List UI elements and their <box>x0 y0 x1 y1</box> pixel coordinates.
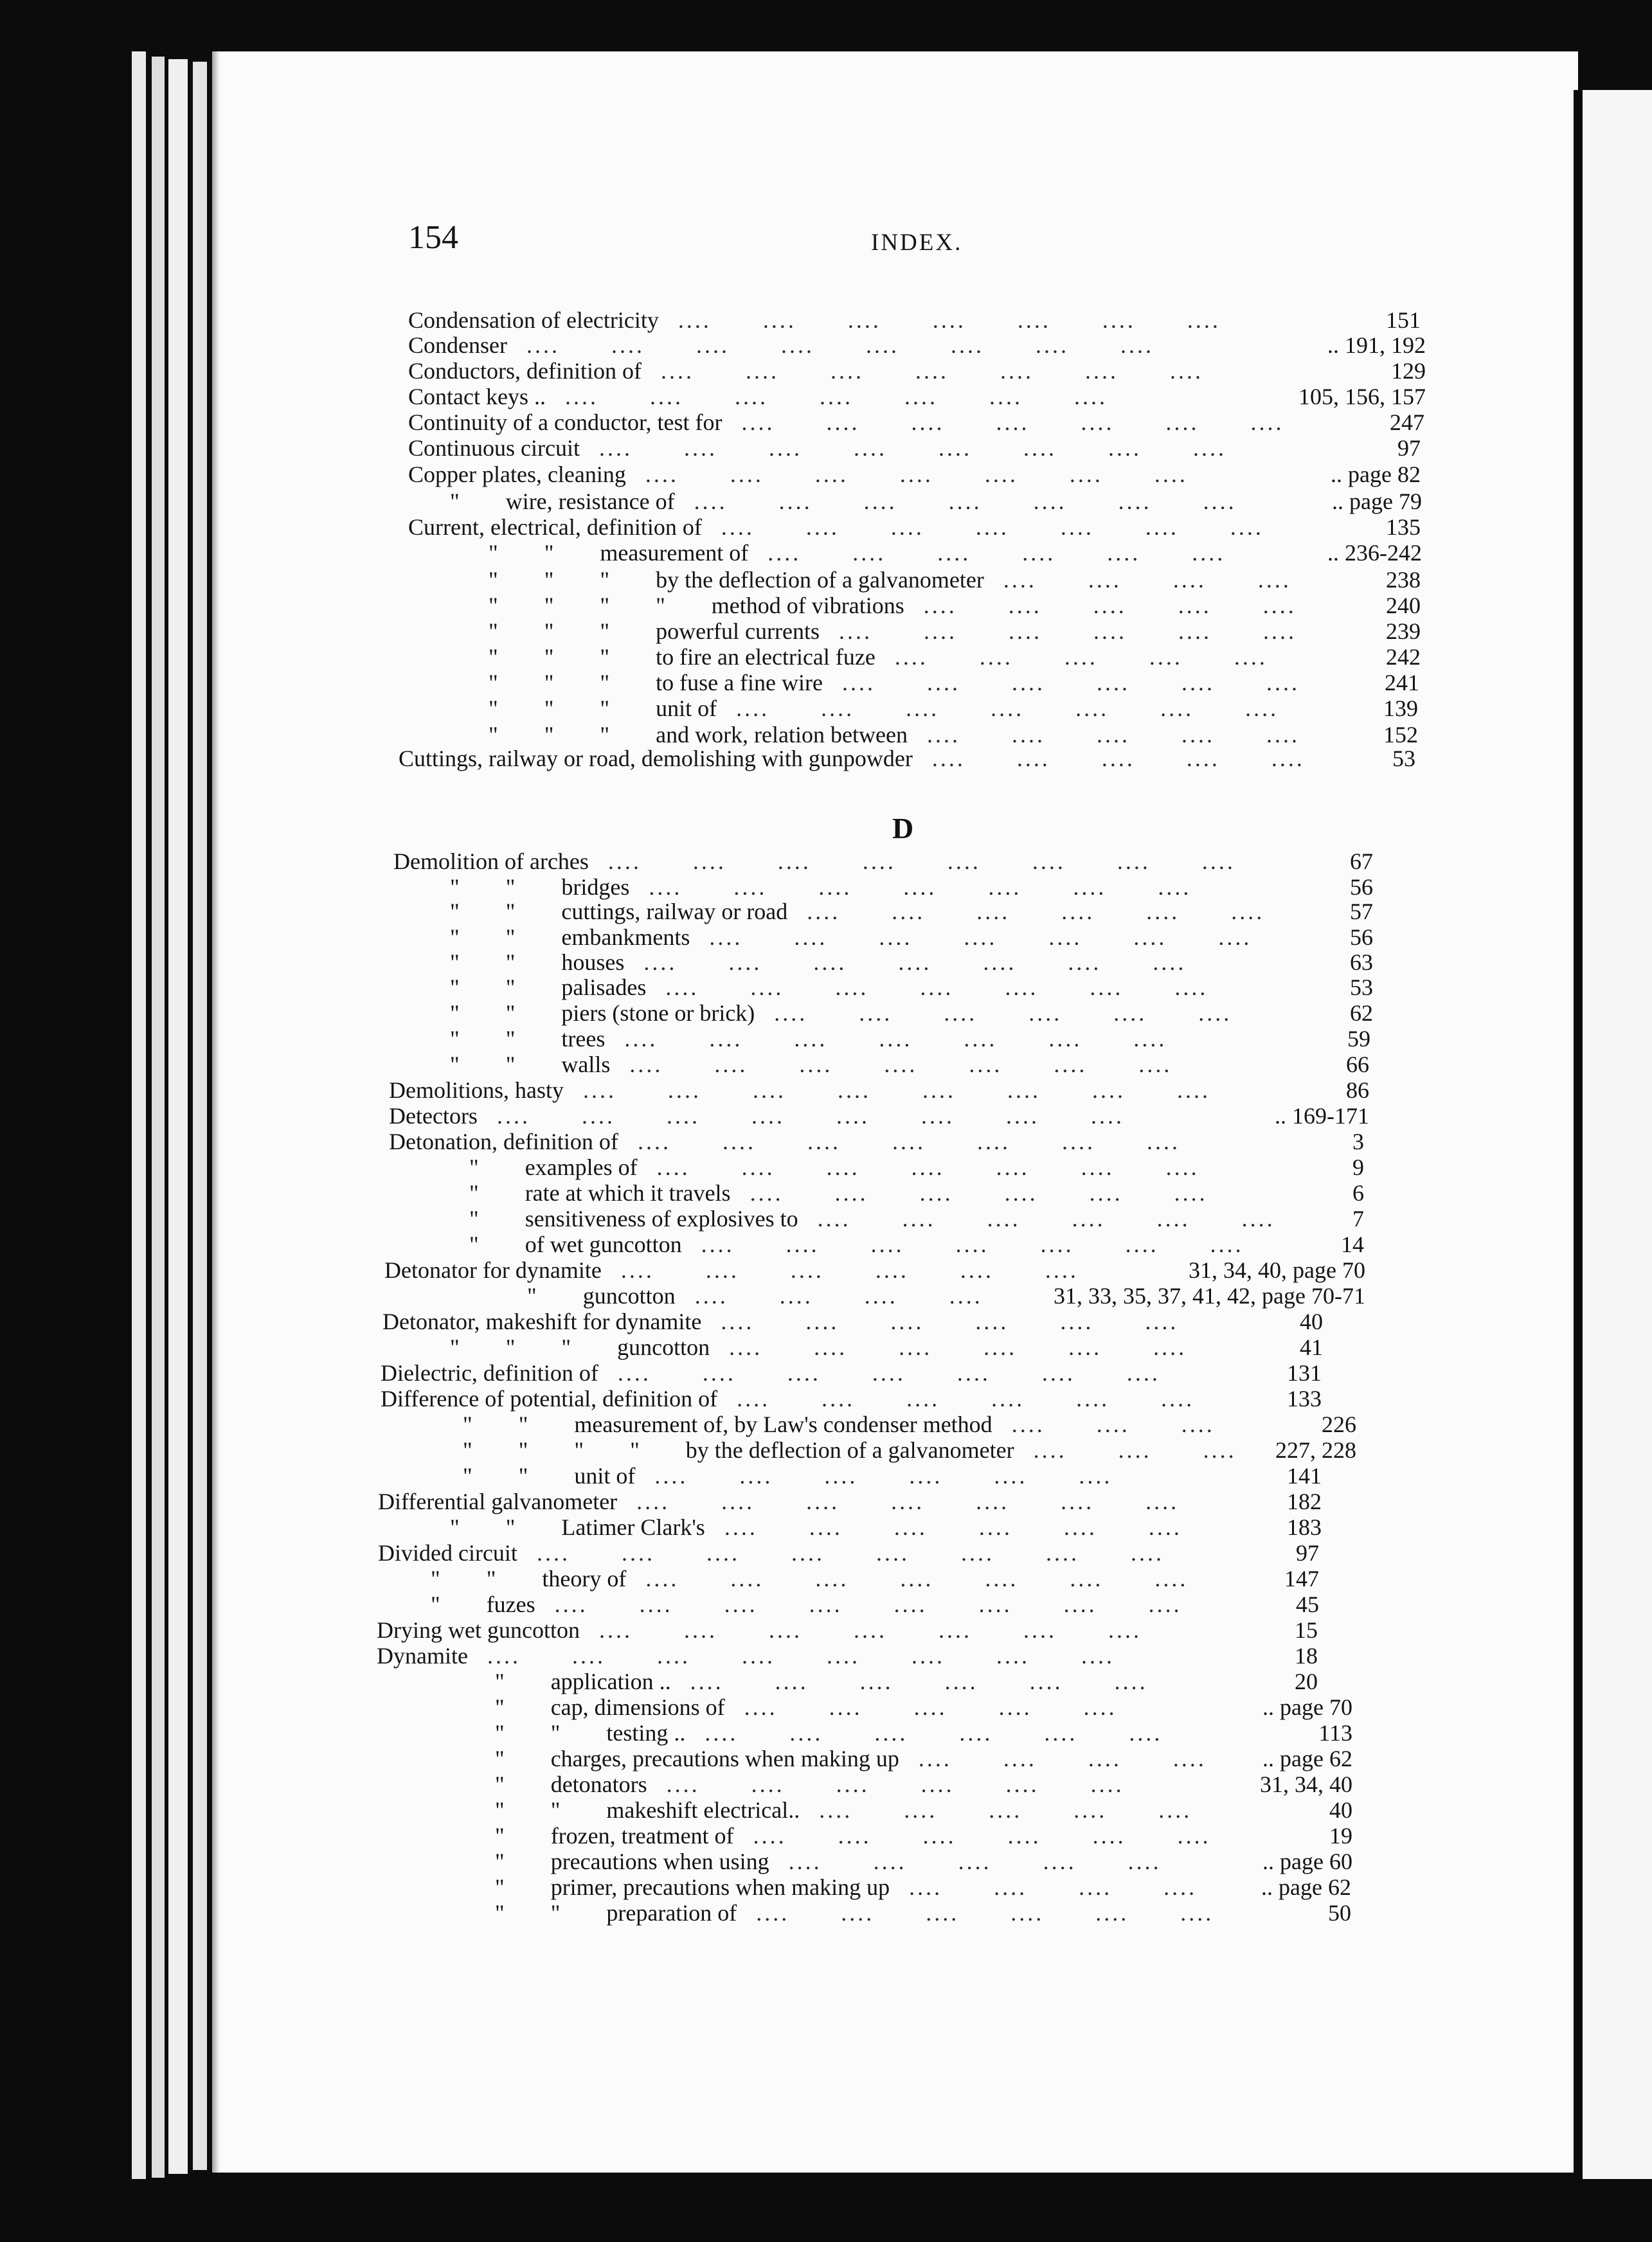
index-entry <box>0 384 1643 409</box>
entry-page-reference: 238 <box>1386 567 1421 593</box>
entry-page-reference: 147 <box>1284 1566 1319 1592</box>
page-number: 154 <box>408 219 458 256</box>
index-entry <box>0 1232 1643 1257</box>
leader-dots: .... .... .... .... .... .... .... <box>665 974 1260 1000</box>
entry-heading: " primer, precautions when making up <box>495 1874 890 1900</box>
entry-page-reference: .. 191, 192 <box>1327 332 1426 358</box>
leader-dots: .... .... .... .... .... .... .... .... <box>583 1077 1262 1103</box>
index-entry <box>0 307 1643 333</box>
entry-heading: " " measurement of <box>489 540 749 566</box>
entry-heading: " of wet guncotton <box>469 1232 682 1257</box>
index-entry <box>0 358 1643 384</box>
index-entry <box>0 332 1643 358</box>
entry-page-reference: 66 <box>1346 1052 1369 1077</box>
index-entry <box>0 1489 1643 1514</box>
index-entry <box>0 593 1643 618</box>
index-entry <box>0 746 1643 771</box>
entry-heading: Differential galvanometer <box>378 1489 618 1514</box>
entry-heading: " " " and work, relation between <box>489 722 908 748</box>
leader-dots: .... .... .... .... .... .... <box>737 1386 1246 1412</box>
entry-page-reference: 247 <box>1390 409 1424 435</box>
leader-dots: .... .... .... .... .... .... .... <box>656 1154 1251 1180</box>
leader-dots: .... .... .... .... .... .... .... <box>564 384 1159 409</box>
index-entry <box>0 567 1643 593</box>
leader-dots: .... .... .... .... .... .... .... .... <box>536 1540 1216 1566</box>
entry-page-reference: 31, 34, 40, page 70 <box>1189 1257 1365 1283</box>
entry-heading: Demolitions, hasty <box>389 1077 564 1103</box>
entry-heading: Detonator, makeshift for dynamite <box>382 1309 702 1334</box>
entry-heading: Copper plates, cleaning <box>408 462 626 487</box>
entry-page-reference: 15 <box>1295 1617 1318 1643</box>
index-entry <box>0 1052 1643 1077</box>
entry-heading: " application .. <box>495 1669 671 1694</box>
leader-dots: .... .... .... .... .... .... <box>841 670 1351 695</box>
entry-heading: " " cuttings, railway or road <box>450 899 788 924</box>
entry-heading: " frozen, treatment of <box>495 1823 734 1849</box>
leader-dots: .... .... .... .... .... .... .... <box>617 1360 1212 1386</box>
leader-dots: .... .... .... .... .... .... <box>705 1720 1214 1746</box>
entry-heading: " guncotton <box>527 1283 676 1309</box>
index-entry <box>0 1360 1643 1386</box>
leader-dots: .... .... .... .... .... .... .... <box>701 1232 1295 1257</box>
entry-page-reference: 20 <box>1295 1669 1318 1694</box>
leader-dots: .... .... .... .... .... .... .... <box>624 1026 1219 1052</box>
entry-heading: " " measurement of, by Law's condenser method <box>463 1412 992 1437</box>
entry-page-reference: 139 <box>1383 695 1418 721</box>
entry-page-reference: 56 <box>1350 874 1373 900</box>
index-entry <box>0 1617 1643 1643</box>
entry-page-reference: .. 169-171 <box>1275 1103 1369 1129</box>
index-entry <box>0 1874 1643 1900</box>
leader-dots: .... .... .... .... .... .... <box>620 1257 1130 1283</box>
entry-page-reference: 131 <box>1287 1360 1322 1386</box>
leader-dots: .... .... .... .... .... .... <box>768 540 1277 566</box>
entry-heading: " " " guncotton <box>450 1334 710 1360</box>
entry-heading: Current, electrical, definition of <box>408 514 702 540</box>
entry-heading: " wire, resistance of <box>450 489 675 514</box>
entry-heading: Detectors <box>389 1103 478 1129</box>
entry-page-reference: 97 <box>1296 1540 1319 1566</box>
entry-heading: " " testing .. <box>495 1720 686 1746</box>
leader-dots: .... .... .... .... .... .... .... <box>637 1129 1232 1154</box>
entry-heading: Condensation of electricity <box>408 307 659 333</box>
entry-heading: " " piers (stone or brick) <box>450 1000 755 1026</box>
entry-heading: " " unit of <box>463 1463 636 1489</box>
entry-page-reference: 242 <box>1386 644 1421 670</box>
index-entry <box>0 1797 1643 1823</box>
index-entry <box>0 974 1643 1000</box>
index-entry <box>0 874 1643 900</box>
leader-dots: .... .... .... .... .... .... .... <box>629 1052 1224 1077</box>
entry-page-reference: 53 <box>1350 974 1373 1000</box>
leader-dots: .... .... .... .... .... .... .... .... <box>496 1103 1176 1129</box>
index-entry <box>0 1746 1643 1771</box>
entry-page-reference: .. page 79 <box>1332 489 1422 514</box>
entry-heading: " " " unit of <box>489 695 717 721</box>
entry-heading: " " Latimer Clark's <box>450 1514 705 1540</box>
entry-page-reference: 240 <box>1386 593 1421 618</box>
entry-heading: " examples of <box>469 1154 638 1180</box>
entry-heading: " " " to fire an electrical fuze <box>489 644 875 670</box>
index-entry <box>0 489 1643 514</box>
leader-dots: .... .... .... .... .... .... .... <box>645 462 1239 487</box>
index-entry <box>0 1283 1643 1309</box>
entry-heading: " detonators <box>495 1771 647 1797</box>
entry-heading: Condenser <box>408 332 507 358</box>
index-entry <box>0 848 1643 874</box>
leader-dots: .... .... .... .... .... <box>894 644 1319 670</box>
entry-heading: Detonator for dynamite <box>384 1257 602 1283</box>
leader-dots: .... .... .... .... .... <box>926 722 1351 748</box>
index-entry <box>0 695 1643 721</box>
leader-dots: .... .... .... .... .... .... <box>654 1463 1164 1489</box>
entry-page-reference: 113 <box>1318 1720 1352 1746</box>
leader-dots: .... .... .... .... .... .... <box>807 899 1316 924</box>
leader-dots: .... .... .... .... .... .... .... <box>645 1566 1240 1592</box>
entry-heading: Continuity of a conductor, test for <box>408 409 723 435</box>
leader-dots: .... .... .... .... .... .... .... <box>660 358 1255 384</box>
index-entry <box>0 1309 1643 1334</box>
leader-dots: .... .... .... .... .... .... .... <box>649 874 1243 900</box>
leader-dots: .... .... .... .... .... .... .... <box>598 1617 1193 1643</box>
leader-dots: .... .... .... .... <box>918 1746 1258 1771</box>
entry-heading: " cap, dimensions of <box>495 1694 725 1720</box>
entry-page-reference: 62 <box>1350 1000 1373 1026</box>
entry-page-reference: 56 <box>1350 924 1373 950</box>
index-entry <box>0 924 1643 950</box>
leader-dots: .... .... .... .... .... <box>923 593 1348 618</box>
entry-heading: Detonation, definition of <box>389 1129 618 1154</box>
entry-page-reference: .. page 60 <box>1262 1849 1352 1874</box>
entry-heading: " sensitiveness of explosives to <box>469 1206 798 1232</box>
entry-heading: " " " to fuse a fine wire <box>489 670 823 695</box>
entry-heading: Dynamite <box>377 1643 468 1669</box>
index-entry <box>0 1566 1643 1592</box>
entry-heading: Dielectric, definition of <box>381 1360 598 1386</box>
entry-page-reference: .. page 82 <box>1331 462 1421 487</box>
leader-dots: .... .... .... .... .... .... .... .... <box>598 435 1278 461</box>
index-entry <box>0 644 1643 670</box>
entry-heading: " " bridges <box>450 874 630 900</box>
entry-page-reference: 141 <box>1287 1463 1322 1489</box>
entry-page-reference: .. page 70 <box>1262 1694 1352 1720</box>
leader-dots: .... .... .... .... <box>1003 567 1343 593</box>
index-entry <box>0 1849 1643 1874</box>
entry-page-reference: 7 <box>1352 1206 1364 1232</box>
index-entry <box>0 1643 1643 1669</box>
entry-heading: Divided circuit <box>378 1540 517 1566</box>
index-entry <box>0 435 1643 461</box>
index-entry <box>0 1386 1643 1412</box>
index-entry <box>0 409 1643 435</box>
leader-dots: .... .... .... <box>1011 1412 1266 1437</box>
entry-page-reference: 97 <box>1397 435 1421 461</box>
leader-dots: .... .... .... .... .... <box>788 1849 1213 1874</box>
leader-dots: .... .... .... .... .... .... .... <box>694 489 1288 514</box>
index-entry <box>0 1077 1643 1103</box>
index-entry <box>0 1026 1643 1052</box>
index-entry <box>0 1720 1643 1746</box>
entry-heading: " " preparation of <box>495 1900 737 1926</box>
leader-dots: .... .... .... .... .... .... <box>666 1771 1176 1797</box>
entry-page-reference: 57 <box>1350 899 1373 924</box>
entry-page-reference: 152 <box>1383 722 1418 748</box>
index-entry <box>0 1771 1643 1797</box>
index-entry <box>0 1900 1643 1926</box>
leader-dots: .... .... .... .... .... .... .... <box>636 1489 1231 1514</box>
leader-dots: .... .... .... .... .... <box>931 746 1356 771</box>
entry-page-reference: 6 <box>1352 1180 1364 1206</box>
entry-heading: " " " " by the deflection of a galvanometer <box>463 1437 1014 1463</box>
entry-page-reference: 105, 156, 157 <box>1298 384 1426 409</box>
index-entry <box>0 1412 1643 1437</box>
leader-dots: .... .... .... .... .... .... <box>839 618 1348 644</box>
entry-page-reference: .. page 62 <box>1262 1746 1352 1771</box>
index-entry <box>0 1592 1643 1617</box>
entry-page-reference: 40 <box>1300 1309 1323 1334</box>
index-entry <box>0 1669 1643 1694</box>
entry-page-reference: 40 <box>1329 1797 1352 1823</box>
index-entry <box>0 1129 1643 1154</box>
entry-page-reference: 63 <box>1350 949 1373 975</box>
entry-heading: " " theory of <box>431 1566 627 1592</box>
index-entry <box>0 1103 1643 1129</box>
entry-heading: " rate at which it travels <box>469 1180 731 1206</box>
entry-heading: Contact keys .. <box>408 384 546 409</box>
entry-page-reference: 31, 33, 35, 37, 41, 42, page 70-71 <box>1054 1283 1365 1309</box>
running-head: INDEX. <box>871 229 963 256</box>
entry-page-reference: 239 <box>1386 618 1421 644</box>
entry-heading: Difference of potential, definition of <box>381 1386 718 1412</box>
entry-page-reference: 14 <box>1341 1232 1364 1257</box>
index-entry <box>0 949 1643 975</box>
leader-dots: .... .... .... .... .... .... .... <box>741 409 1336 435</box>
index-entry <box>0 1823 1643 1849</box>
entry-page-reference: 241 <box>1385 670 1419 695</box>
entry-heading: " " houses <box>450 949 625 975</box>
entry-page-reference: .. page 62 <box>1261 1874 1351 1900</box>
entry-heading: Drying wet guncotton <box>377 1617 580 1643</box>
leader-dots: .... .... .... .... .... .... <box>753 1823 1262 1849</box>
leader-dots: .... .... .... .... <box>909 1874 1249 1900</box>
leader-dots: .... .... .... .... .... .... <box>690 1669 1199 1694</box>
entry-page-reference: 50 <box>1328 1900 1351 1926</box>
entry-page-reference: 19 <box>1329 1823 1352 1849</box>
leader-dots: .... .... .... .... .... <box>819 1797 1244 1823</box>
entry-page-reference: 151 <box>1386 307 1421 333</box>
leader-dots: .... .... .... .... .... .... .... <box>721 514 1315 540</box>
leader-dots: .... .... .... .... .... .... .... .... <box>554 1592 1234 1617</box>
entry-page-reference: 227, 228 <box>1275 1437 1356 1463</box>
leader-dots: .... .... .... .... .... .... .... .... <box>526 332 1205 358</box>
leader-dots: .... .... .... .... .... .... .... <box>736 695 1331 721</box>
section-letter: D <box>892 812 914 845</box>
entry-page-reference: 9 <box>1352 1154 1364 1180</box>
entry-page-reference: .. 236-242 <box>1327 540 1422 566</box>
index-entry <box>0 722 1643 748</box>
leader-dots: .... .... .... .... .... .... <box>774 1000 1284 1026</box>
leader-dots: .... .... .... .... .... .... <box>724 1514 1234 1540</box>
entry-heading: " charges, precautions when making up <box>495 1746 899 1771</box>
index-entry <box>0 1514 1643 1540</box>
entry-heading: " " " powerful currents <box>489 618 820 644</box>
entry-page-reference: 59 <box>1347 1026 1370 1052</box>
index-entry <box>0 1180 1643 1206</box>
entry-page-reference: 31, 34, 40 <box>1260 1771 1352 1797</box>
leader-dots: .... .... .... .... <box>694 1283 1034 1309</box>
entry-heading: " precautions when using <box>495 1849 769 1874</box>
entry-page-reference: 41 <box>1300 1334 1323 1360</box>
index-entry <box>0 1257 1643 1283</box>
leader-dots: .... .... .... .... .... .... <box>750 1180 1259 1206</box>
entry-heading: " " palisades <box>450 974 647 1000</box>
entry-heading: " fuzes <box>431 1592 535 1617</box>
entry-page-reference: 182 <box>1287 1489 1322 1514</box>
index-entry <box>0 514 1643 540</box>
leader-dots: .... .... .... .... .... .... <box>729 1334 1239 1360</box>
entry-heading: " " trees <box>450 1026 606 1052</box>
index-entry <box>0 1154 1643 1180</box>
index-entry <box>0 899 1643 924</box>
entry-page-reference: 3 <box>1352 1129 1364 1154</box>
leader-dots: .... .... .... .... .... .... <box>721 1309 1230 1334</box>
index-entry <box>0 1334 1643 1360</box>
index-entry <box>0 462 1643 487</box>
index-entry <box>0 1463 1643 1489</box>
entry-page-reference: 183 <box>1287 1514 1322 1540</box>
entry-page-reference: 45 <box>1296 1592 1319 1617</box>
entry-heading: Cuttings, railway or road, demolishing with gunpowder <box>399 746 913 771</box>
leader-dots: .... .... .... .... .... .... <box>817 1206 1327 1232</box>
entry-page-reference: 226 <box>1322 1412 1356 1437</box>
entry-heading: Demolition of arches <box>393 848 589 874</box>
index-entry <box>0 1437 1643 1463</box>
leader-dots: .... .... .... .... .... .... .... <box>709 924 1304 950</box>
entry-heading: " " walls <box>450 1052 611 1077</box>
entry-page-reference: 135 <box>1386 514 1421 540</box>
entry-page-reference: 67 <box>1350 848 1373 874</box>
leader-dots: .... .... .... .... .... .... .... <box>678 307 1272 333</box>
index-entry <box>0 1694 1643 1720</box>
index-entry <box>0 540 1643 566</box>
index-entry <box>0 1206 1643 1232</box>
entry-page-reference: 133 <box>1287 1386 1322 1412</box>
index-entry <box>0 618 1643 644</box>
entry-page-reference: 18 <box>1295 1643 1318 1669</box>
index-entry <box>0 1540 1643 1566</box>
index-entry <box>0 670 1643 695</box>
entry-page-reference: 53 <box>1392 746 1415 771</box>
entry-heading: " " makeshift electrical.. <box>495 1797 800 1823</box>
entry-heading: " " " by the deflection of a galvanometer <box>489 567 984 593</box>
entry-page-reference: 86 <box>1346 1077 1369 1103</box>
entry-heading: " " " " method of vibrations <box>489 593 904 618</box>
entry-heading: Conductors, definition of <box>408 358 642 384</box>
leader-dots: .... .... .... <box>1033 1437 1288 1463</box>
leader-dots: .... .... .... .... .... .... .... .... <box>607 848 1287 874</box>
entry-heading: Continuous circuit <box>408 435 580 461</box>
leader-dots: .... .... .... .... .... .... <box>756 1900 1266 1926</box>
leader-dots: .... .... .... .... .... .... .... <box>643 949 1238 975</box>
index-entry <box>0 1000 1643 1026</box>
entry-page-reference: 129 <box>1391 358 1426 384</box>
leader-dots: .... .... .... .... .... .... .... .... <box>487 1643 1166 1669</box>
leader-dots: .... .... .... .... .... <box>744 1694 1169 1720</box>
entry-heading: " " embankments <box>450 924 690 950</box>
